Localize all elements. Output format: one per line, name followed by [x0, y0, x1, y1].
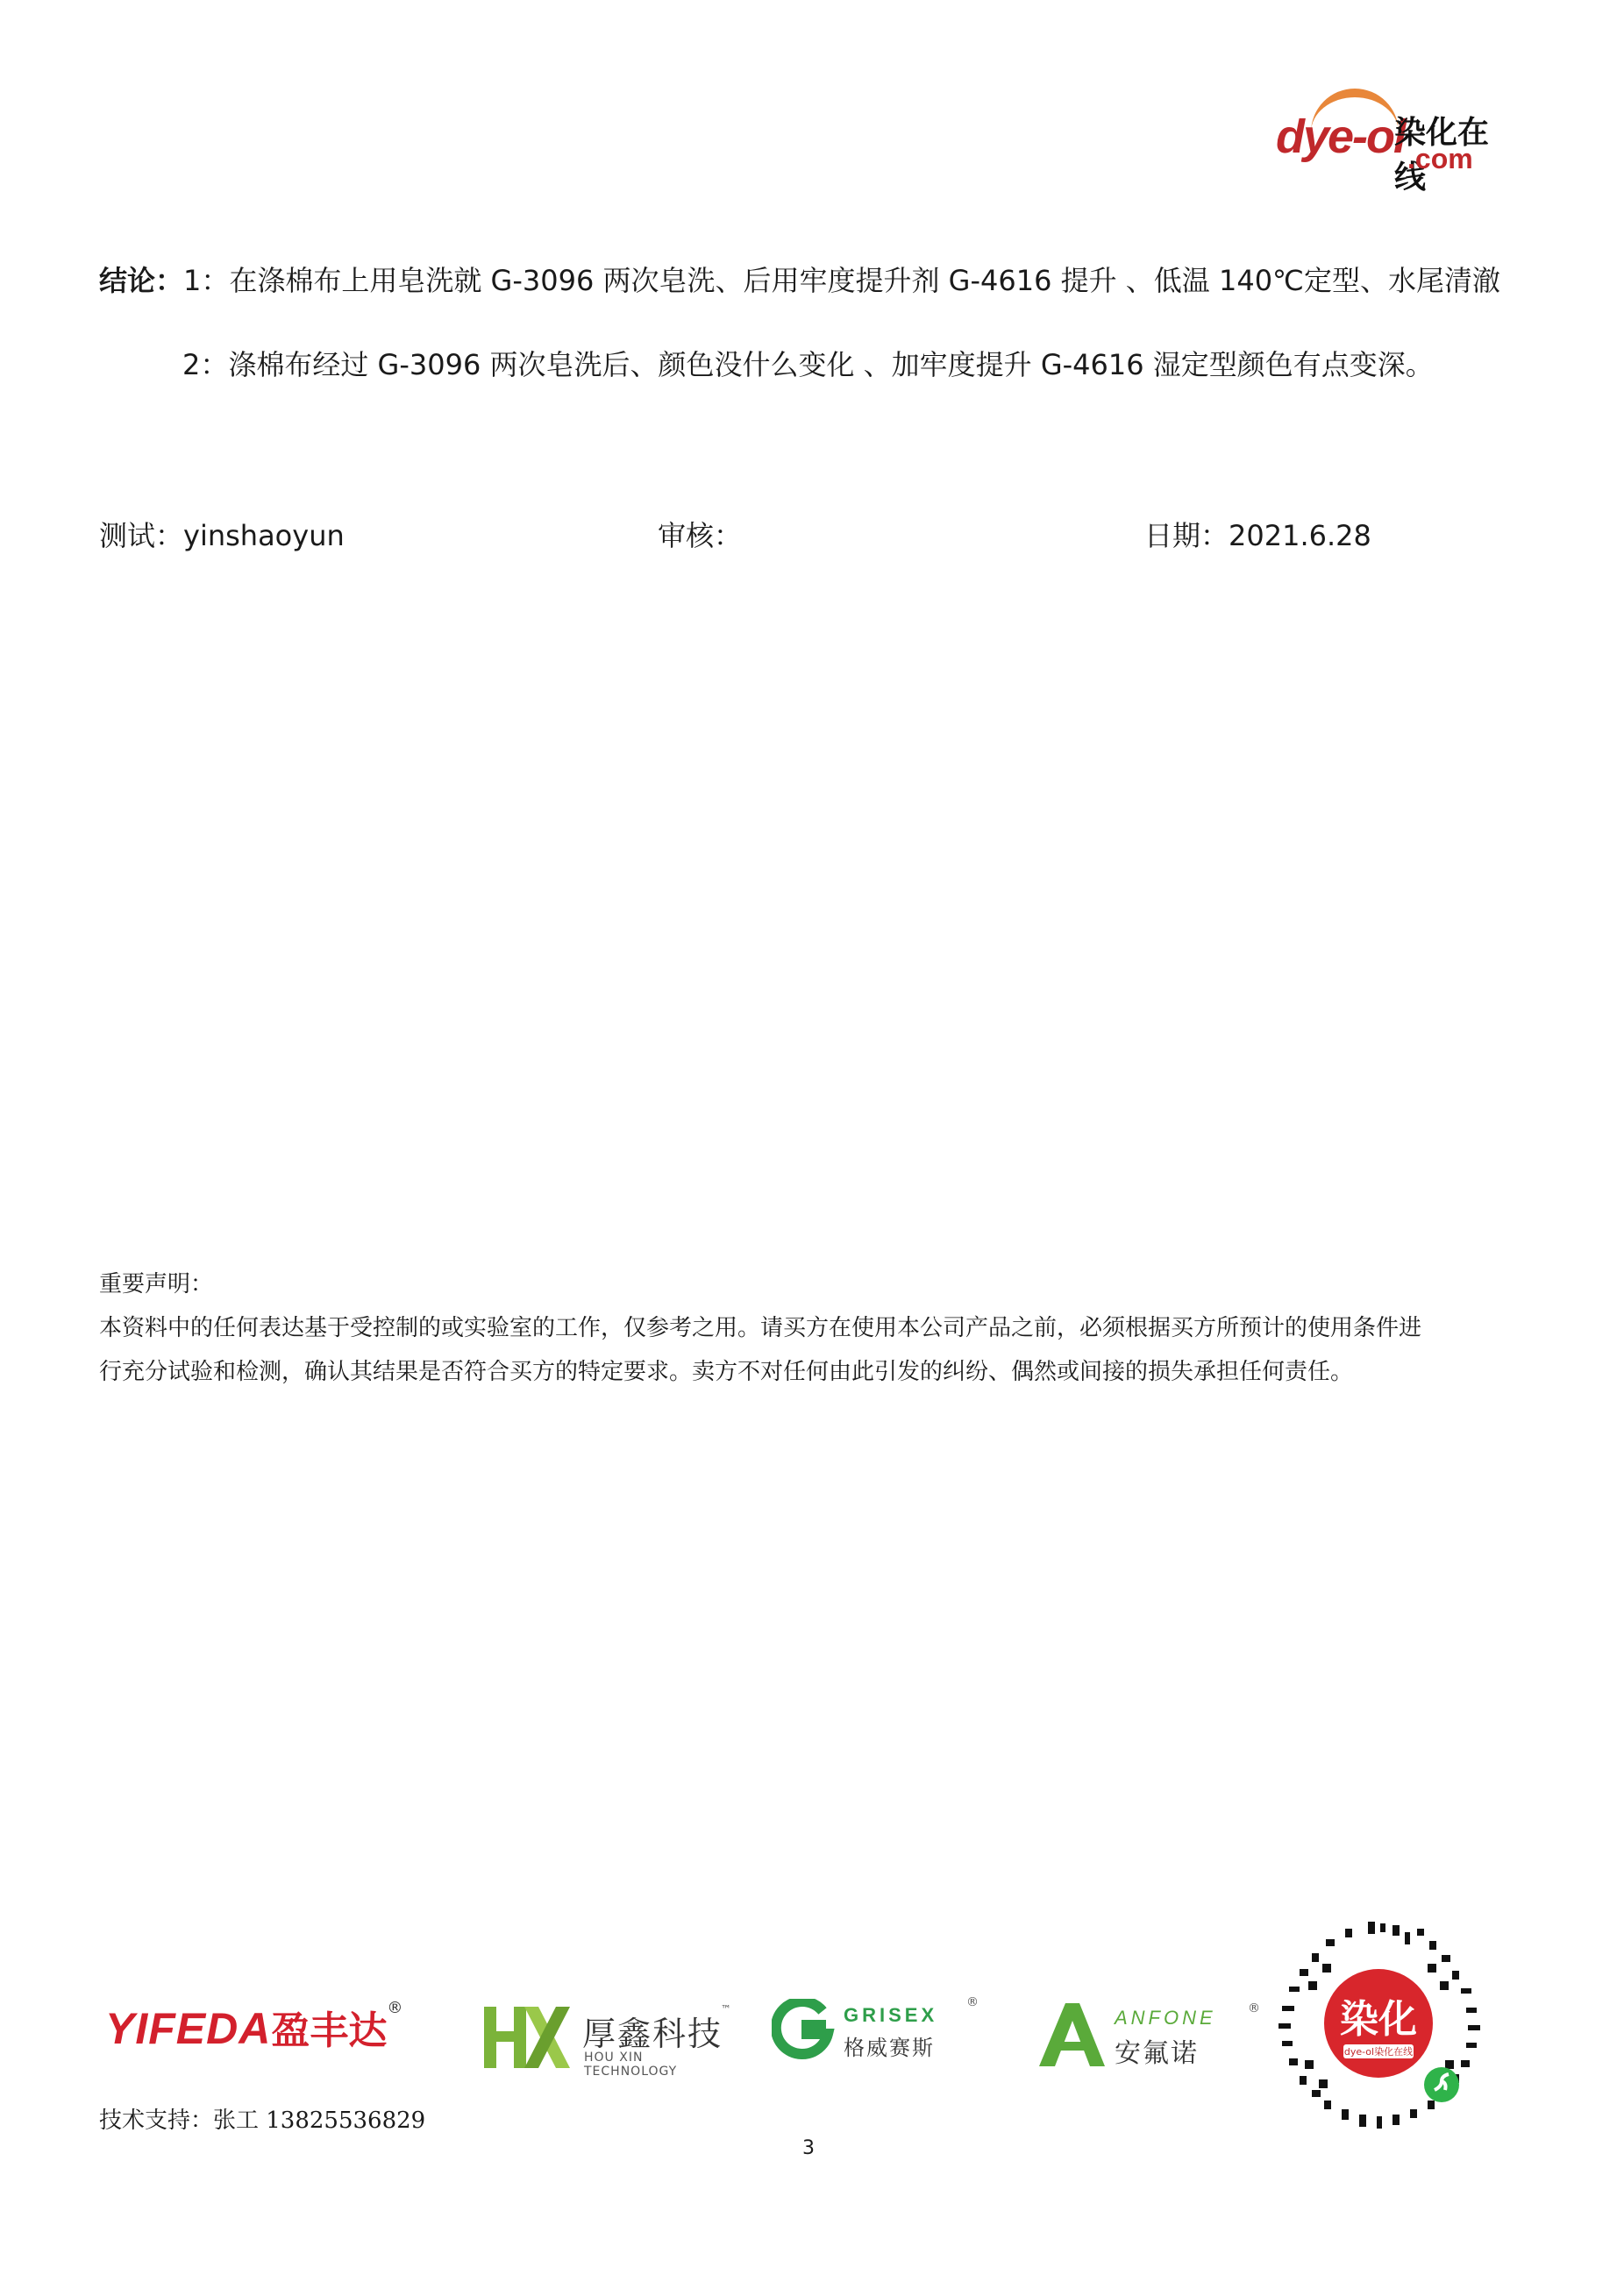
- conclusion-line-2: 2：涤棉布经过 G-3096 两次皂洗后、颜色没什么变化 、加牢度提升 G-4616 湿定型颜色有点变深。: [182, 348, 1434, 381]
- grisex-g-icon: [772, 1999, 835, 2062]
- tester-field: 测试：yinshaoyun: [99, 519, 345, 552]
- date-field: 日期：2021.6.28: [1144, 519, 1371, 552]
- page-number: 3: [802, 2137, 815, 2159]
- tech-support: 技术支持：张工 13825536829: [99, 2108, 426, 2134]
- anfone-en: ANFONE: [1115, 2007, 1216, 2029]
- qr-code-icon: [1273, 1920, 1484, 2130]
- trademark-icon: ™: [721, 2003, 731, 2015]
- registered-icon: ®: [1248, 2001, 1260, 2015]
- grisex-logo: [772, 1995, 991, 2069]
- grisex-cn: 格威赛斯: [844, 2036, 935, 2060]
- hx-cn: 厚鑫科技: [582, 2015, 723, 2053]
- notice-line-1: 本资料中的任何表达基于受控制的或实验室的工作，仅参考之用。请买方在使用本公司产品之前，必须根据买方所预计的使用条件进: [99, 1315, 1422, 1341]
- hx-mark-icon: [484, 2003, 572, 2072]
- dye-ol-logo: [1276, 83, 1504, 195]
- conclusion-label: 结论：: [99, 264, 184, 297]
- yifeda-en: YIFEDA: [105, 2004, 272, 2053]
- anfone-logo: [1039, 2003, 1267, 2073]
- anfone-cn: 安氟诺: [1115, 2038, 1199, 2069]
- yifeda-logo: [105, 1999, 421, 2060]
- registered-icon: ®: [966, 1995, 979, 2009]
- anfone-a-icon: [1039, 2003, 1105, 2066]
- reviewer-field: 审核：: [658, 519, 743, 552]
- notice-title: 重要声明：: [99, 1271, 214, 1297]
- qr-sub-text: dye-ol染化在线: [1343, 2046, 1414, 2058]
- hx-en: HOU XIN TECHNOLOGY: [584, 2051, 678, 2079]
- logo-cn: 染化在线: [1394, 115, 1490, 195]
- yifeda-cn: 盈丰达: [271, 2008, 388, 2053]
- conclusion-text-1: 1：在涤棉布上用皂洗就 G-3096 两次皂洗、后用牢度提升剂 G-4616 提升 、低温 140℃定型、水尾清澈: [183, 264, 1500, 297]
- houxin-logo: [484, 2003, 738, 2079]
- logo-com: .com: [1407, 143, 1473, 174]
- notice-line-2: 行充分试验和检测，确认其结果是否符合买方的特定要求。卖方不对任何由此引发的纠纷、偶然或间接的损失承担任何责任。: [99, 1359, 1354, 1385]
- qr-code[interactable]: [1273, 1920, 1484, 2130]
- registered-icon: ®: [387, 1999, 403, 2017]
- grisex-en: GRISEX: [844, 2004, 938, 2026]
- qr-center-text: 染化: [1340, 1997, 1417, 2042]
- conclusion-line-1: [99, 261, 1500, 300]
- logo-en: dye-ol: [1276, 110, 1406, 163]
